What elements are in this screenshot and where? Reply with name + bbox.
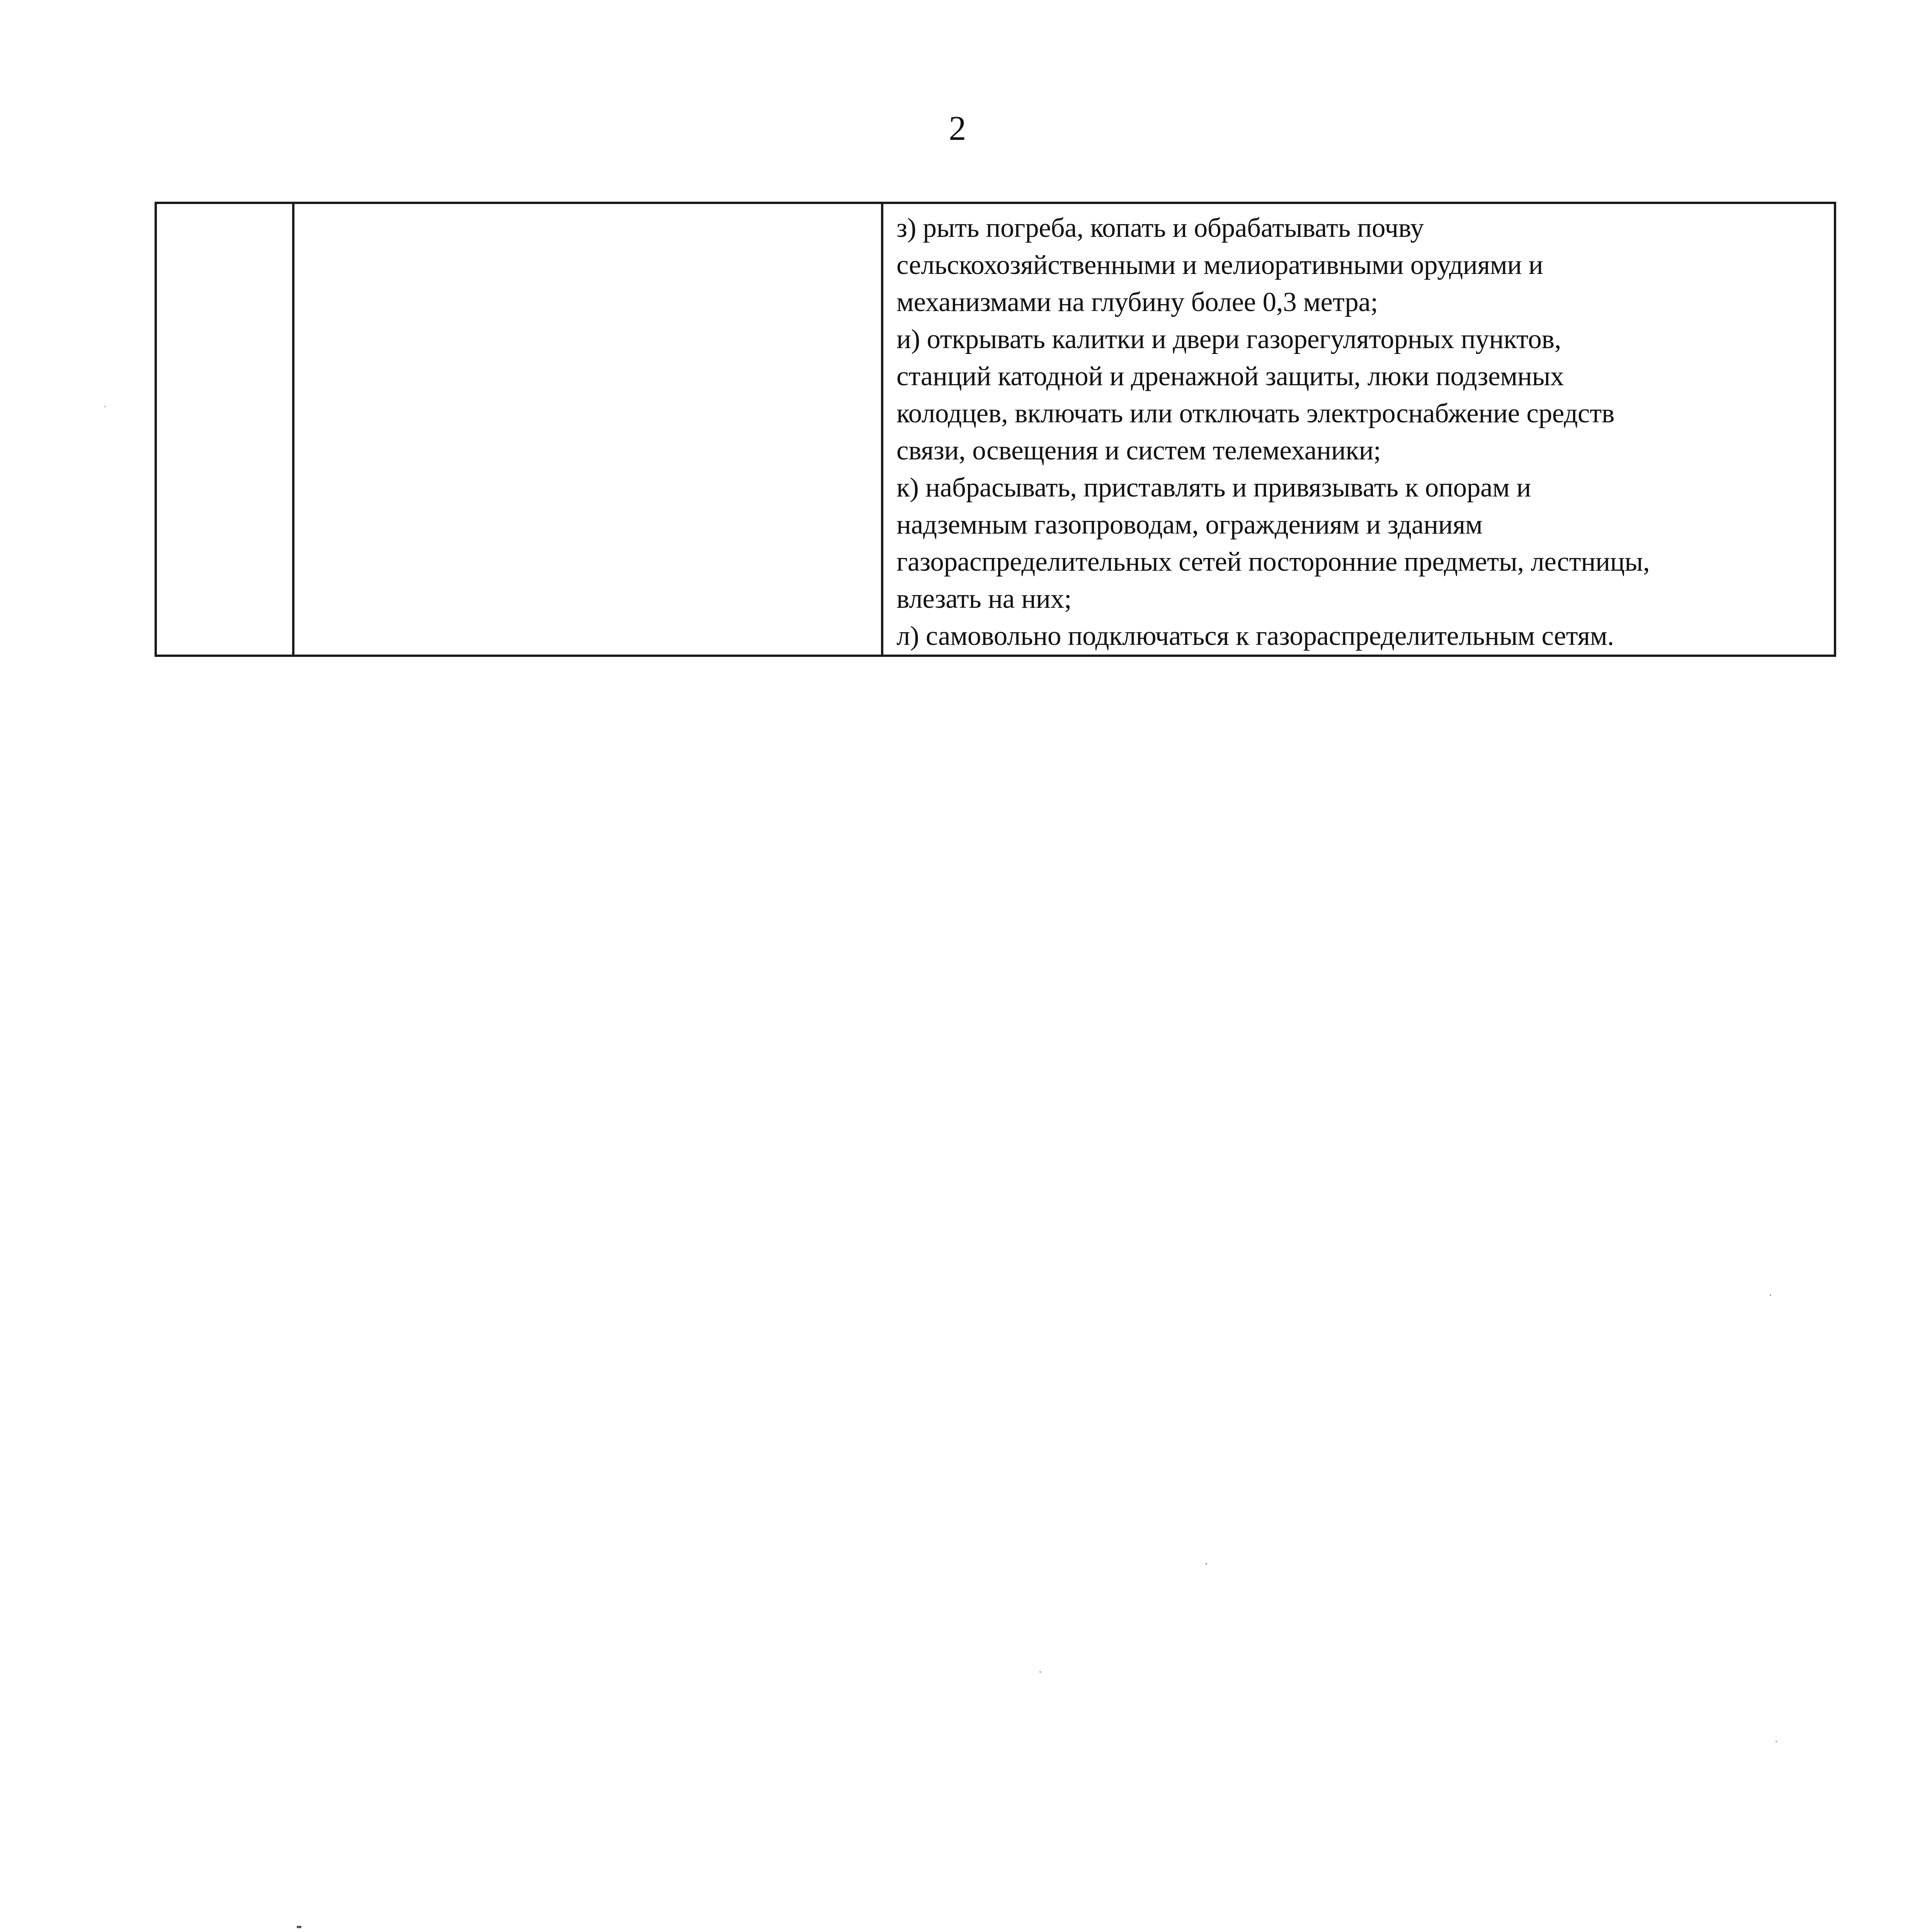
scan-speck <box>1770 1294 1771 1296</box>
table-cell-restrictions <box>882 203 1835 656</box>
scan-speck <box>104 406 106 407</box>
restriction-line: к) набрасывать, приставлять и привязывать к опорам и <box>896 473 1531 503</box>
restriction-line: станций катодной и дренажной защиты, люки подземных <box>896 361 1564 391</box>
restriction-line: колодцев, включать или отключать электроснабжение средств <box>896 398 1615 429</box>
restriction-line: надземным газопроводам, ограждениям и зданиям <box>896 510 1483 540</box>
page-number: 2 <box>949 109 966 148</box>
restriction-line: газораспределительных сетей посторонние предметы, лестницы, <box>896 547 1650 577</box>
restriction-line: л) самовольно подключаться к газораспределительным сетям. <box>896 621 1614 651</box>
content-table <box>155 202 1836 657</box>
scan-speck <box>1039 1671 1041 1673</box>
table-cell-name <box>293 203 882 656</box>
restriction-line: сельскохозяйственными и мелиоративными орудиями и <box>896 250 1543 280</box>
table-cell-number <box>156 203 293 656</box>
scan-speck <box>1776 1741 1777 1742</box>
scan-speck <box>297 1926 301 1928</box>
restriction-line: з) рыть погреба, копать и обрабатывать почву <box>896 213 1424 243</box>
restriction-line: механизмами на глубину более 0,3 метра; <box>896 287 1378 317</box>
restrictions-text <box>883 204 1834 655</box>
restriction-line: связи, освещения и систем телемеханики; <box>896 435 1381 466</box>
table-row <box>156 203 1835 656</box>
scan-speck <box>1206 1563 1207 1565</box>
restriction-line: и) открывать калитки и двери газорегуляторных пунктов, <box>896 324 1561 354</box>
restriction-line: влезать на них; <box>896 584 1072 614</box>
